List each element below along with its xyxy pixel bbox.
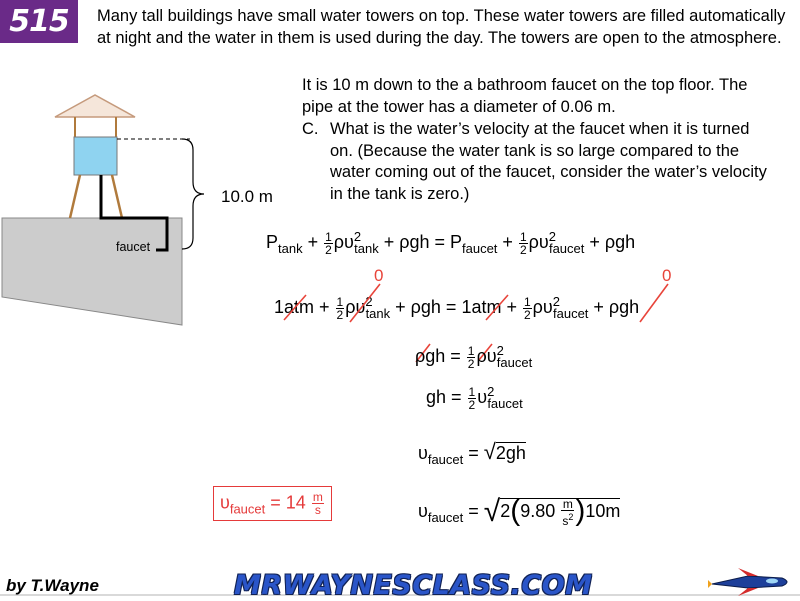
answer-unit-den: s — [314, 503, 321, 517]
faucet-label: faucet — [116, 240, 151, 254]
substituted-equation: 1atm + $\frac{1}{2}$ $\rho\upsilon^2_{tank} + \rho gh = 1atm$ + $\frac{1}{2}$ $\rho\upsilon^2_{faucet} + \rho gh$ — [274, 294, 640, 322]
gh-equation: gh = $\frac{1}{2}$ $\upsilon^2_{faucet}$ — [426, 384, 523, 412]
g-value: 9.80 — [520, 501, 556, 521]
height-value: 10m — [585, 501, 621, 521]
author-credit: by T.Wayne — [6, 576, 99, 595]
velocity-substitution-equation: $\upsilon_{faucet} = √2(9.80$ $\frac{m}{s^2}$ )10m — [418, 494, 621, 528]
rocket-ship-icon — [708, 566, 794, 598]
cancel-patm-right — [486, 295, 508, 320]
cancel-patm-left — [284, 295, 306, 320]
velocity-sqrt-equation: $\upsilon_{faucet} = √2gh$ — [418, 439, 526, 467]
slide-number-badge: 515 — [0, 0, 78, 43]
patm-left: 1atm — [274, 297, 315, 317]
answer-unit-num: m — [312, 490, 323, 504]
g-unit-num: m — [562, 496, 573, 511]
question-text: What is the water’s velocity at the faucet when it is turned on. (Because the water tank is so large compared to the water coming out of the faucet, consider the water’s velocity in the tank is zero.) — [330, 120, 767, 203]
patm-right: 1atm — [461, 297, 502, 317]
intro-paragraph: Many tall buildings have small water towers on top. These water towers are filled automatically at night and the water in them is used during the day. The towers are open to the atmosphere. — [97, 7, 786, 47]
g-unit-den: s — [562, 513, 569, 528]
cancel-vtank — [350, 284, 380, 322]
height-label: 10.0 m — [221, 187, 273, 206]
site-logo-text: MRWAYNESCLASS.COM — [234, 570, 593, 601]
question-letter: C. — [302, 120, 319, 138]
cancel-gh-faucet — [640, 284, 668, 322]
rho-gh-equation: ρgh = $\frac{1}{2}$ $\rho\upsilon^2_{faucet}$ — [415, 343, 533, 371]
zero-annotation-tank: 0 — [374, 266, 384, 285]
answer-box: $\upsilon_{faucet} = 14$ $\frac{m}{s}$ — [213, 486, 332, 521]
zero-annotation-faucet: 0 — [662, 266, 672, 285]
bernoulli-equation: $P_{tank}$ + $\frac{1}{2}$ $\rho\upsilon^2_{tank} + \rho gh = P_{faucet}$ + $\frac{1}{2}$ $\rho\upsilon^2_{faucet} + \rho gh$ — [266, 229, 636, 257]
answer-value: 14 — [285, 492, 306, 513]
setup-paragraph: It is 10 m down to the a bathroom faucet on the top floor. The pipe at the tower has a diameter of 0.06 m. — [302, 76, 748, 116]
